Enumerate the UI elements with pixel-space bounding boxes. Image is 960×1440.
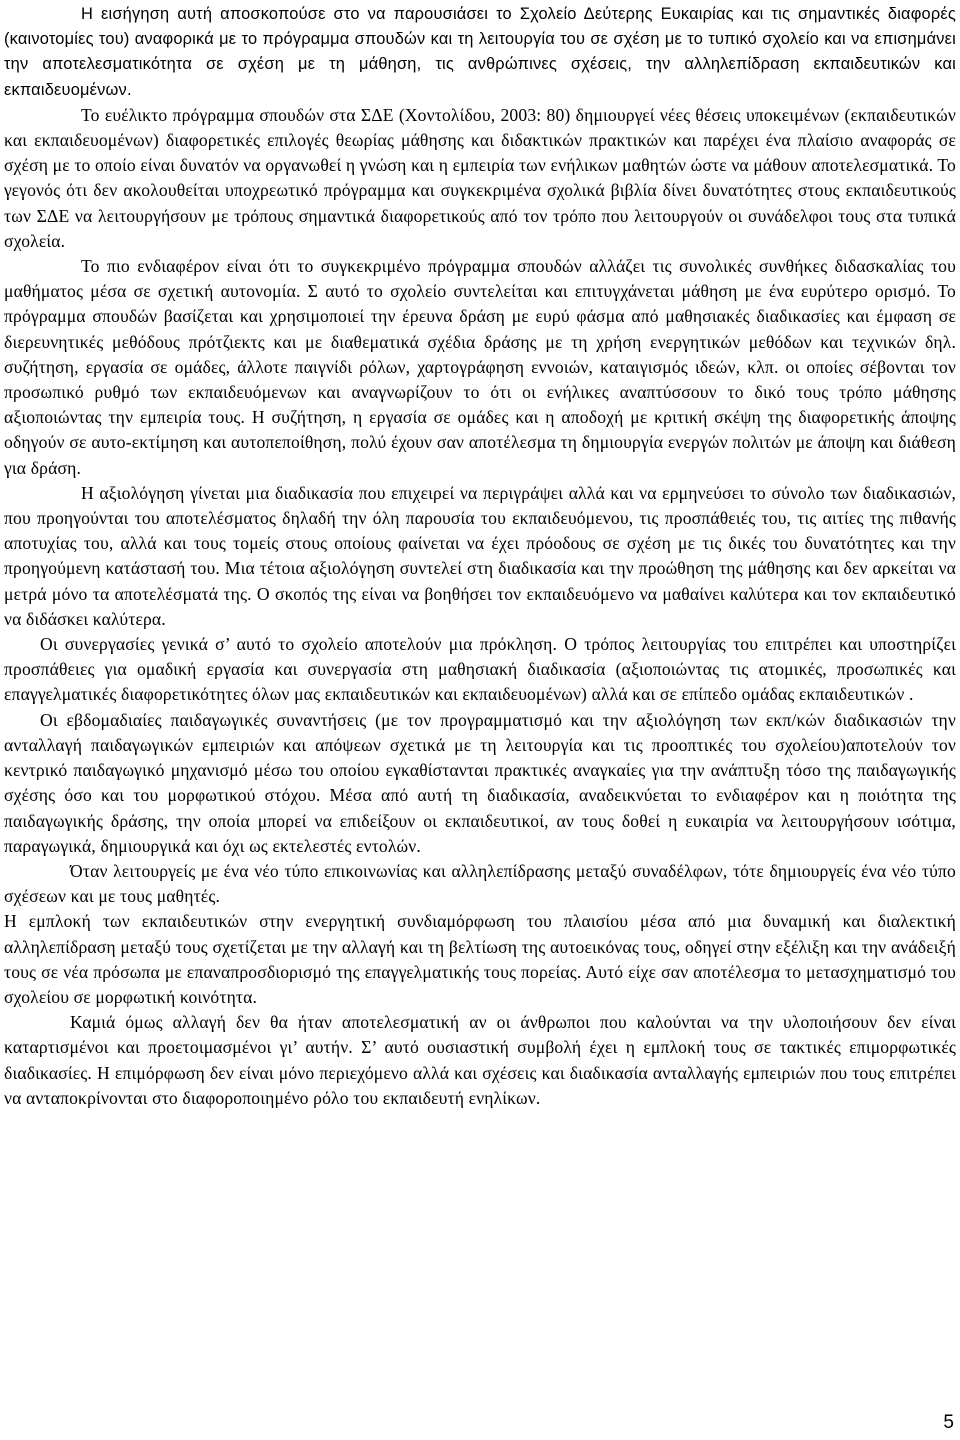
document-body <box>4 2 956 1111</box>
paragraph-collaborations: Οι συνεργασίες γενικά σ’ αυτό το σχολείο αποτελούν μια πρόκληση. Ο τρόπος λειτουργίας του επιτρέπει και υποστηρίζει προσπάθειες για ομαδική εργασία και συνεργασία στη μαθησιακή διαδικασία (αξιοποιώντας τις ατομικές, προσωπικές και επαγγελματικές διαφορετικότητες όλων μας εκπαιδευτικών και εκπαιδευομένων) αλλά και σε επίπεδο ομάδας εκπαιδευτικών . <box>4 634 956 705</box>
page-number: 5 <box>943 1412 954 1433</box>
paragraph-training: Καμιά όμως αλλαγή δεν θα ήταν αποτελεσματική αν οι άνθρωποι που καλούνται να την υλοποιήσουν δεν είναι καταρτισμένοι και προετοιμασμένοι γι’ αυτήν. Σ’ αυτό ουσιαστική συμβολή έχει η εμπλοκή τους σε τακτικές επιμορφωτικές διαδικασίες. Η επιμόρφωση δεν είναι μόνο περιεχόμενο αλλά και σχέσεις και διαδικασία ανταλλαγής εμπειριών που τους επιτρέπει να ανταποκρίνονται στο διαφοροποιημένο ρόλο του εκπαιδευτή ενηλίκων. <box>4 1012 956 1108</box>
paragraph-new-communication: Όταν λειτουργείς με ένα νέο τύπο επικοινωνίας και αλληλεπίδρασης μεταξύ συναδέλφων, τότε δημιουργείς ένα νέο τύπο σχέσεων και με τους μαθητές. <box>4 860 956 907</box>
paragraph-flexible-curriculum: Το ευέλικτο πρόγραμμα σπουδών στα ΣΔΕ (Χοντολίδου, 2003: 80) δημιουργεί νέες θέσεις υποκειμένων (εκπαιδευτικών και εκπαιδευομένων) διαφορετικές επιλογές θεωρίας μάθησης και διδακτικών πρακτικών και παρέχει ένα πλαίσιο αναφοράς σε σχέση με το οποίο είναι δυνατόν να οργανωθεί η γνώση και η εμπειρία των ενήλικων μαθητών ώστε να μάθουν αποτελεσματικά. Το γεγονός ότι δεν ακολουθείται υποχρεωτικό πρόγραμμα και συγκεκριμένα σχολικά βιβλία δίνει δυνατότητες στους εκπαιδευτικούς των ΣΔΕ να λειτουργήσουν με τρόπους σημαντικά διαφορετικούς από τον τρόπο που λειτουργούν οι συνάδελφοι τους στα τυπικά σχολεία. <box>4 104 956 251</box>
paragraph-teaching-conditions: Το πιο ενδιαφέρον είναι ότι το συγκεκριμένο πρόγραμμα σπουδών αλλάζει τις συνολικές συνθήκες διδασκαλίας του μαθήματος μέσα σε σχετική αυτονομία. Σ αυτό το σχολείο συντελείται και επιτυγχάνεται μάθηση με ένα ευρύτερο ορισμό. Το πρόγραμμα σπουδών βασίζεται και χρησιμοποιεί την έρευνα δράση με ευρύ φάσμα από μαθησιακές διαδικασίες και έμφαση σε διερευνητικές μεθόδους πρότζιεκτς και με διαθεματικά σχέδια δράσης με τη χρήση ενεργητικών μεθόδων και τεχνικών δηλ. συζήτηση, εργασία σε ομάδες, άλλοτε παιγνίδι ρόλων, χαρτογράφηση εννοιών, καταιγισμός ιδεών, κλπ. οι οποίες σέβονται τον προσωπικό ρυθμό των εκπαιδευόμενων και αναγνωρίζουν το ότι οι ενήλικες αναπτύσσουν το δικό τους τρόπο μάθησης αξιοποιώντας την εμπειρία τους. Η συζήτηση, η εργασία σε ομάδες και η αποδοχή με κριτική σκέψη της διαφορετικής άποψης οδηγούν σε αυτο-εκτίμηση και αυτοπεποίθηση, πολύ έχουν σαν αποτέλεσμα τη δημιουργία ενεργών πολιτών με άποψη και διάθεση για δράση. <box>4 256 956 478</box>
paragraph-weekly-meetings: Οι εβδομαδιαίες παιδαγωγικές συναντήσεις (με τον προγραμματισμό και την αξιολόγηση των εκπ/κών διαδικασιών την ανταλλαγή παιδαγωγικών εμπειριών και απόψεων σχετικά με τη λειτουργία και τις προοπτικές του σχολείου)αποτελούν τον κεντρικό παιδαγωγικό μηχανισμό μέσω του οποίου εγκαθίστανται πρακτικές αναγκαίες για την ανάπτυξη τόσο της παιδαγωγικής σχέσης όσο και του μορφωτικού στόχου. Μέσα από αυτή τη διαδικασία, αναδεικνύεται το ενδιαφέρον και η ποιότητα της παιδαγωγικής δράσης, την οποία μπορεί να επιδείξουν οι εκπαιδευτικοί, αν τους δοθεί η ευκαιρία να λειτουργήσουν ισότιμα, παραγωγικά, δημιουργικά και όχι ως εκτελεστές εντολών. <box>4 709 956 856</box>
paragraph-intro: Η εισήγηση αυτή αποσκοπούσε στο να παρουσιάσει το Σχολείο Δεύτερης Ευκαιρίας και τις σημαντικές διαφορές (καινοτομίες του) αναφορικά με το πρόγραμμα σπουδών και τη λειτουργία του σε σχέση με το τυπικό σχολείο και να επισημάνει την αποτελεσματικότητα σε σχέση με τη μάθηση, τις ανθρώπινες σχέσεις, την αλληλεπίδραση εκπαιδευτικών και εκπαιδευομένων. <box>4 5 956 99</box>
paragraph-evaluation: Η αξιολόγηση γίνεται μια διαδικασία που επιχειρεί να περιγράψει αλλά και να ερμηνεύσει το σύνολο των διαδικασιών, που προηγούνται του αποτελέσματος δηλαδή την όλη παρουσία του εκπαιδευόμενου, τις προσπάθειές του, τις αιτίες της πιθανής αποτυχίας του, αλλά και τους τομείς στους οποίους φαίνεται να έχει πρόοδους σε σχέση με τις δικές του δυνατότητες και την προηγούμενη κατάστασή του. Μια τέτοια αξιολόγηση συντελεί στη διαδικασία και την προώθηση της μάθησης και δεν αρκείται να μετρά μόνο τα αποτελέσματά της. Ο σκοπός της είναι να βοηθήσει τον εκπαιδευόμενο να μαθαίνει καλύτερα και τον εκπαιδευτικό να διδάσκει καλύτερα. <box>4 482 956 629</box>
paragraph-teacher-involvement: Η εμπλοκή των εκπαιδευτικών στην ενεργητική συνδιαμόρφωση του πλαισίου μέσα από μια δυναμική και διαλεκτική αλληλεπίδραση μεταξύ τους σχετίζεται με την αλλαγή και τη βελτίωση της αυτοεικόνας τους, οδηγεί στην εξέλιξη και την ανάδειξή τους σε νέα πρόσωπα με επαναπροσδιορισμό της επαγγελματικής τους πορείας. Αυτό είχε σαν αποτέλεσμα το μετασχηματισμό του σχολείου σε μορφωτική κοινότητα. <box>4 911 956 1007</box>
